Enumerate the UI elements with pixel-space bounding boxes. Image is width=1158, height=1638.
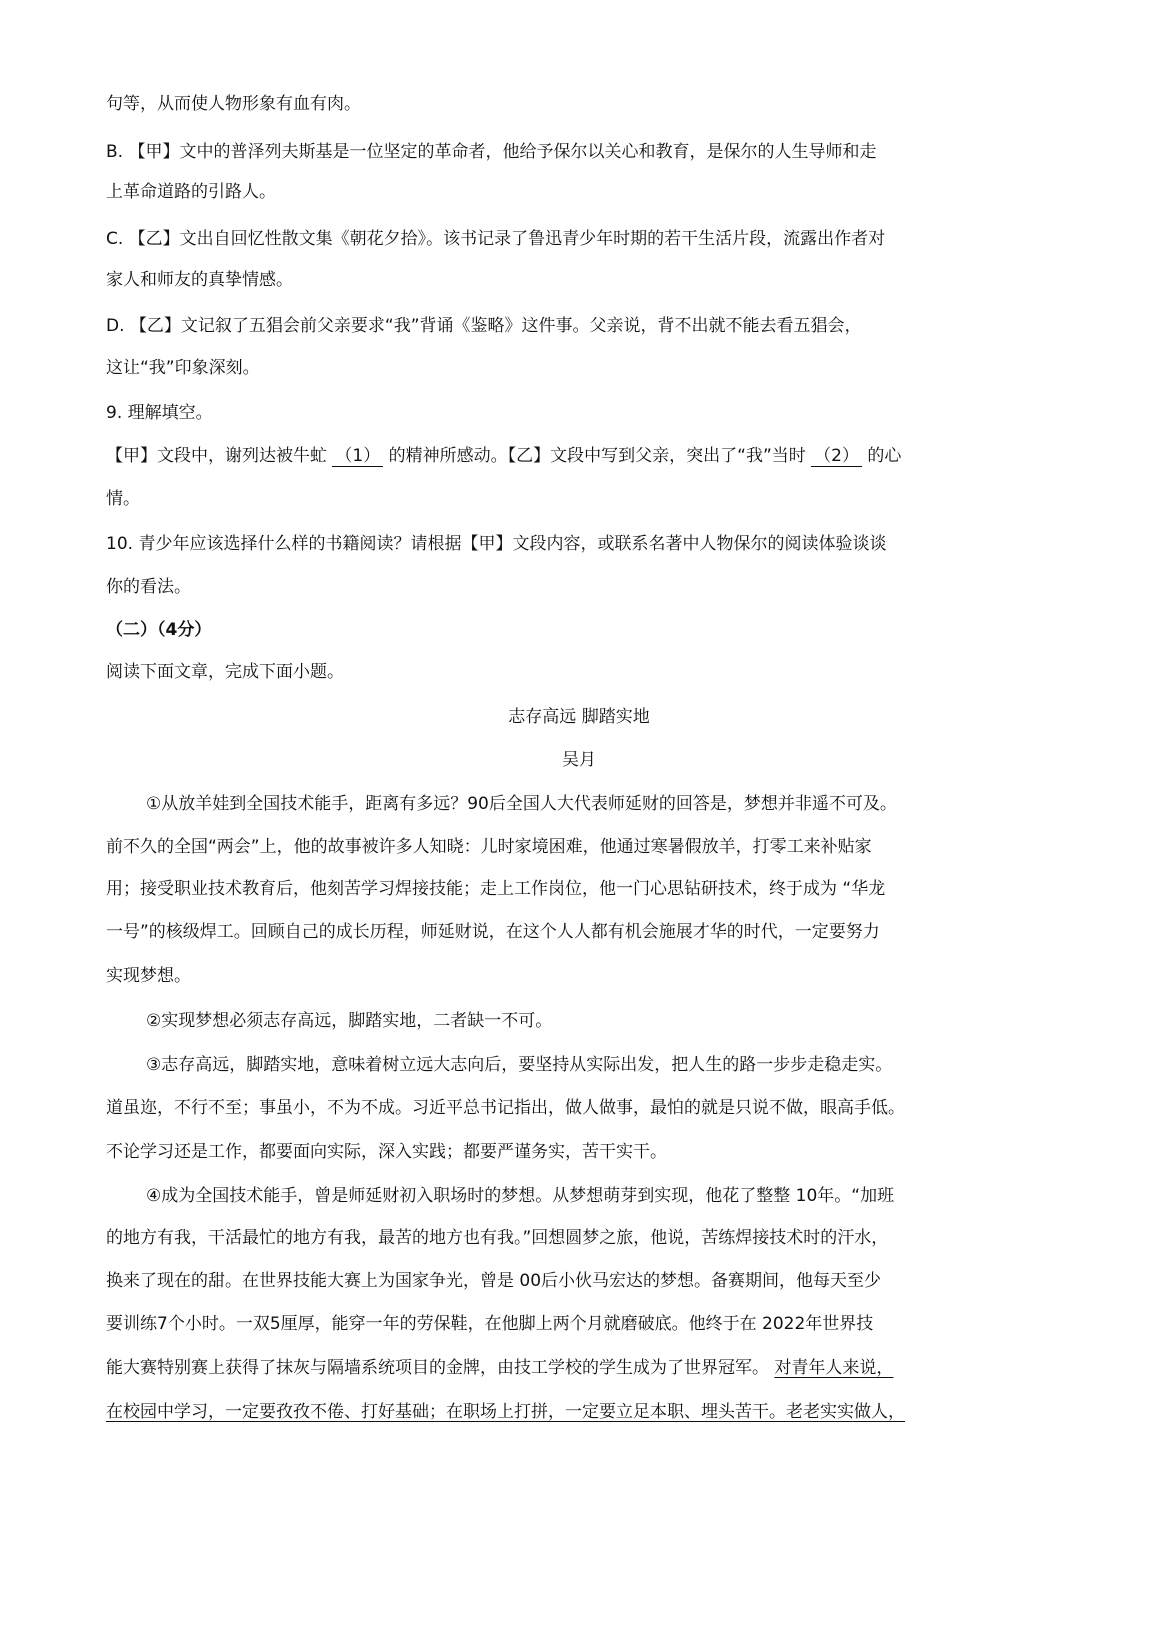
paragraph-4-line4: 要训练7个小时。一双5厘厚，能穿一年的劳保鞋，在他脚上两个月就磨破底。他终于在 2022年世界技 (106, 1314, 874, 1334)
option-d-line1: D. 【乙】文记叙了五猖会前父亲要求“我”背诵《鉴略》这件事。父亲说，背不出就不能去看五猖会， (106, 316, 862, 336)
paragraph-4-line2: 的地方有我，干活最忙的地方有我，最苦的地方也有我。”回想圆梦之旅，他说，苦练焊接技术时的汗水， (106, 1228, 889, 1248)
paragraph-3-line2: 道虽迩，不行不至；事虽小，不为不成。习近平总书记指出，做人做事，最怕的就是只说不做，眼高手低。 (106, 1098, 905, 1118)
question-9-text-part1: 【甲】文段中，谢列达被牛虻 (106, 446, 327, 466)
paragraph-2-line1: ②实现梦想必须志存高远，脚踏实地，二者缺一不可。 (146, 1011, 553, 1031)
section-instruction: 阅读下面文章，完成下面小题。 (106, 662, 344, 682)
option-c-line2: 家人和师友的真挚情感。 (106, 270, 293, 290)
option-d-line2: 这让“我”印象深刻。 (106, 358, 260, 378)
underlined-sentence-start: 对青年人来说， (774, 1358, 894, 1378)
paragraph-4-line3: 换来了现在的甜。在世界技能大赛上为国家争光，曾是 00后小伙马宏达的梦想。备赛期间，他每天至少 (106, 1271, 882, 1291)
question-10-line1: 10. 青少年应该选择什么样的书籍阅读？请根据【甲】文段内容，或联系名著中人物保尔的阅读体验谈谈 (106, 534, 887, 554)
fill-blank-2[interactable]: （2） (811, 446, 862, 467)
section-heading: （二）（4分） (106, 620, 212, 640)
question-10-line2: 你的看法。 (106, 577, 191, 597)
underlined-sentence-line: 在校园中学习，一定要孜孜不倦、打好基础；在职场上打拼，一定要立足本职、埋头苦干。老老实实做人， (106, 1402, 905, 1422)
option-b-line1: B. 【甲】文中的普泽列夫斯基是一位坚定的革命者，他给予保尔以关心和教育，是保尔的人生导师和走 (106, 142, 877, 162)
question-9-title: 9. 理解填空。 (106, 403, 213, 423)
paragraph-1-line2: 前不久的全国“两会”上，他的故事被许多人知晓：儿时家境困难，他通过寒暑假放羊，打零工来补贴家 (106, 837, 872, 857)
option-c-line1: C. 【乙】文出自回忆性散文集《朝花夕拾》。该书记录了鲁迅青少年时期的若干生活片段，流露出作者对 (106, 229, 886, 249)
article-title: 志存高远 脚踏实地 (508, 707, 650, 727)
paragraph-1-line1: ①从放羊娃到全国技术能手，距离有多远？90后全国人大代表师延财的回答是，梦想并非遥不可及。 (146, 794, 897, 814)
question-9-text-part3: 的心 (867, 446, 902, 466)
paragraph-3-line1: ③志存高远，脚踏实地，意味着树立远大志向后，要坚持从实际出发，把人生的路一步步走稳走实。 (146, 1055, 893, 1075)
paragraph-1-line4: 一号”的核级焊工。回顾自己的成长历程，师延财说，在这个人人都有机会施展才华的时代，一定要努力 (106, 922, 880, 942)
option-b-line2: 上革命道路的引路人。 (106, 182, 276, 202)
question-9-text-part2: 的精神所感动。【乙】文段中写到父亲，突出了“我”当时 (388, 446, 806, 466)
paragraph-3-line3: 不论学习还是工作，都要面向实际，深入实践；都要严谨务实，苦干实干。 (106, 1142, 667, 1162)
question-9-line2: 情。 (106, 489, 140, 509)
paragraph-4-line1: ④成为全国技术能手，曾是师延财初入职场时的梦想。从梦想萌芽到实现，他花了整整 10年。“加班 (146, 1186, 895, 1206)
article-author: 吴月 (562, 750, 596, 770)
option-a-tail: 句等，从而使人物形象有血有肉。 (106, 94, 361, 114)
fill-blank-1[interactable]: （1） (332, 446, 383, 467)
paragraph-1-line5: 实现梦想。 (106, 966, 191, 986)
paragraph-4-line5-text: 能大赛特别赛上获得了抹灰与隔墙系统项目的金牌，由技工学校的学生成为了世界冠军。 (106, 1358, 775, 1378)
paragraph-1-line3: 用；接受职业技术教育后，他刻苦学习焊接技能；走上工作岗位，他一门心思钻研技术，终于成为 “华龙 (106, 879, 886, 899)
paragraph-4-line5 (106, 1356, 893, 1380)
question-9-line1 (106, 444, 901, 468)
